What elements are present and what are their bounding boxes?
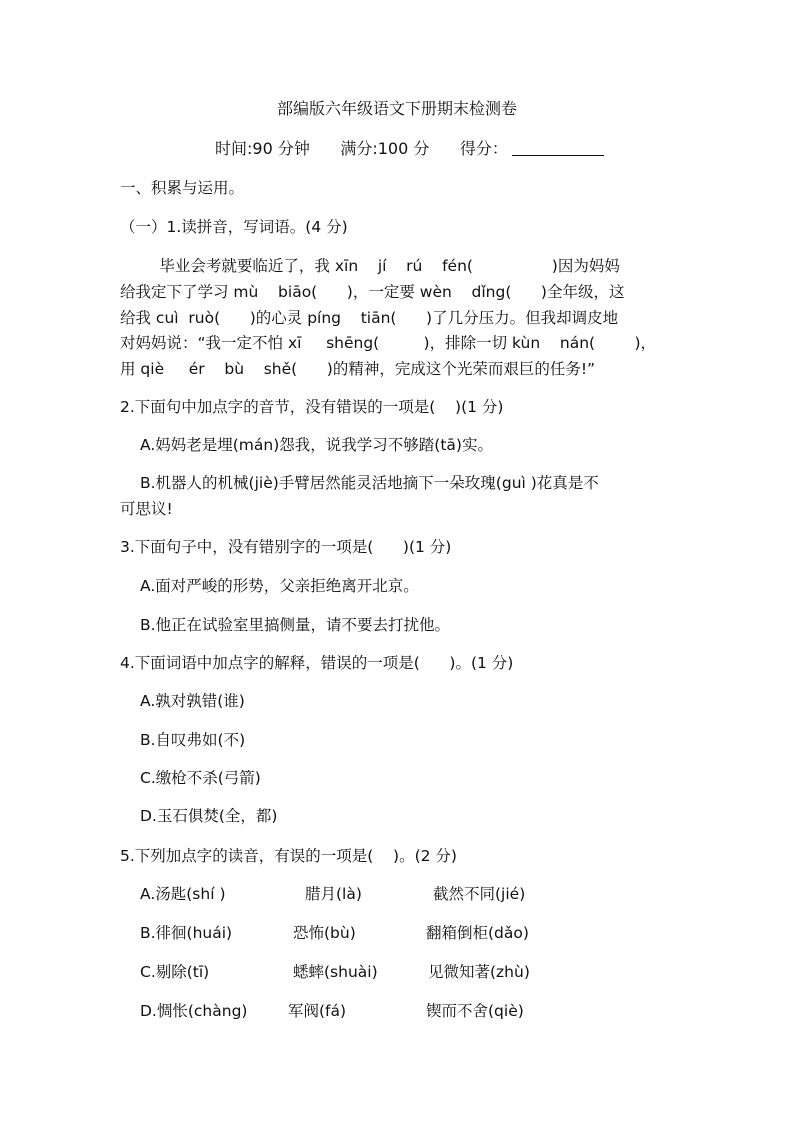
q5-option-c: C.剔除(tī) [140, 963, 210, 981]
score-label: 得分： [459, 139, 508, 158]
q2-option-b: B.机器人的机械(jiè)手臂居然能灵活地摘下一朵玫瑰(guì )花真是不 [140, 474, 599, 492]
q1-para-line: 对妈妈说：“我一定不怕 xī shēng( )，排除一切 kùn nán( )， [120, 334, 657, 352]
q5-option-d-word2: 军阀(fá) [288, 1002, 347, 1020]
q2-option-b-cont: 可思议! [120, 500, 173, 518]
full-score-label: 满分:100 分 [340, 139, 430, 158]
score-blank[interactable] [512, 139, 604, 156]
exam-meta [215, 139, 604, 159]
page-title: 部编版六年级语文下册期末检测卷 [276, 99, 517, 118]
q4-option-c: C.缴枪不杀(弓箭) [140, 769, 261, 787]
q4-option-d: D.玉石俱焚(全，都) [140, 807, 278, 825]
q2-heading: 2.下面句中加点字的音节，没有错误的一项是( )(1 分) [120, 398, 504, 416]
q3-option-b: B.他正在试验室里搞侧量，请不要去打扰他。 [140, 616, 451, 634]
q5-option-d-word3: 锲而不舍(qiè) [426, 1002, 524, 1020]
q5-option-a: A.汤匙(shí ) [140, 885, 226, 903]
q5-option-a-word2: 腊月(là) [305, 885, 362, 903]
q2-option-a: A.妈妈老是埋(mán)怨我，说我学习不够踏(tā)实。 [140, 436, 493, 454]
q1-para-line: 毕业会考就要临近了，我 xīn jí rú fén( )因为妈妈 [120, 257, 620, 275]
q5-heading: 5.下列加点字的读音，有误的一项是( )。(2 分) [120, 847, 457, 865]
q5-option-b-word3: 翻箱倒柜(dǎo) [426, 924, 529, 942]
q3-heading: 3.下面句子中，没有错别字的一项是( )(1 分) [120, 538, 452, 556]
q4-heading: 4.下面词语中加点字的解释，错误的一项是( )。(1 分) [120, 654, 514, 672]
q5-option-c-word3: 见微知著(zhù) [428, 963, 530, 981]
q1-para-line: 给我 cuì ruò( )的心灵 píng tiān( )了几分压力。但我却调皮地 [120, 309, 619, 327]
q1-para-line: 用 qiè ér bù shě( )的精神，完成这个光荣而艰巨的任务!” [120, 360, 596, 378]
q3-option-a: A.面对严峻的形势，父亲拒绝离开北京。 [140, 577, 419, 595]
q5-option-b-word2: 恐怖(bù) [293, 924, 356, 942]
section-heading: 一、积累与运用。 [120, 179, 245, 197]
q5-option-c-word2: 蟋蟀(shuài) [293, 963, 378, 981]
q1-para-line: 给我定下了学习 mù biāo( )，一定要 wèn dǐng( )全年级，这 [120, 283, 625, 301]
q5-option-a-word3: 截然不同(jié) [433, 885, 526, 903]
q4-option-b: B.自叹弗如(不) [140, 731, 246, 749]
q5-option-b: B.徘徊(huái) [140, 924, 233, 942]
q4-option-a: A.孰对孰错(谁) [140, 692, 245, 710]
q1-heading: （一）1.读拼音，写词语。(4 分) [120, 218, 348, 236]
q5-option-d: D.惆怅(chàng) [140, 1002, 248, 1020]
time-label: 时间:90 分钟 [215, 139, 310, 158]
